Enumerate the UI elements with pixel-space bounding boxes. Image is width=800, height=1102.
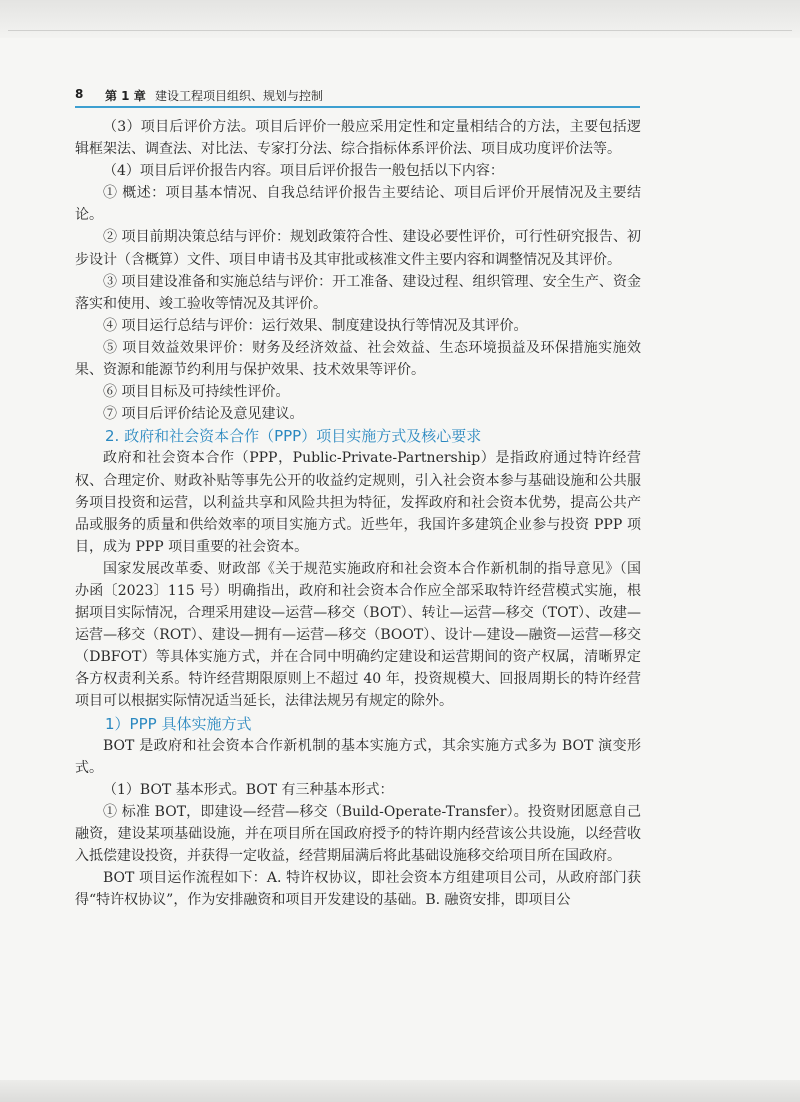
scan-edge-top: [0, 0, 800, 38]
list-item: ② 项目前期决策总结与评价：规划政策符合性、建设必要性评价，可行性研究报告、初步设计（含概算）文件、项目申请书及其审批或核准文件主要内容和调整情况及其评价。: [75, 229, 641, 268]
chapter-title: 建设工程项目组织、规划与控制: [155, 89, 324, 103]
list-item: ⑥ 项目目标及可持续性评价。: [103, 384, 290, 401]
list-item: ③ 项目建设准备和实施总结与评价：开工准备、建设过程、组织管理、安全生产、资金落实和使用、竣工验收等情况及其评价。: [75, 273, 641, 312]
header-rule: [75, 106, 640, 108]
paragraph: 国家发展改革委、财政部《关于规范实施政府和社会资本合作新机制的指导意见》（国办函〔2023〕115 号）明确指出，政府和社会资本合作应全部采取特许经营模式实施，根据项目实际情况，合理采用建设—运营—移交（BOT）、转让—运营—移交（TOT）、改建—运营—移交（ROT）、建设—拥有—运营—移交（BOOT）、设计—建设—融资—运营—移交（DBFOT）等具体实施方式，并在合同中明确约定建设和运营期间的资产权属，清晰界定各方权责利关系。特许经营期限原则上不超过 40 年，投资规模大、回报周期长的特许经营项目可以根据实际情况适当延长，法律法规另有规定的除外。: [75, 560, 641, 710]
paragraph: （3）项目后评价方法。项目后评价一般应采用定性和定量相结合的方法，主要包括逻辑框架法、调查法、对比法、专家打分法、综合指标体系评价法、项目成功度评价法等。: [75, 119, 641, 158]
list-item: ④ 项目运行总结与评价：运行效果、制度建设执行等情况及其评价。: [103, 317, 528, 334]
scan-edge-bottom: [0, 1080, 800, 1102]
page-body: [75, 116, 641, 911]
list-item: ① 概述：项目基本情况、自我总结评价报告主要结论、项目后评价开展情况及主要结论。: [75, 185, 641, 224]
list-item: ① 标准 BOT，即建设—经营—移交（Build-Operate-Transfer）。投资财团愿意自己融资，建设某项基础设施，并在项目所在国政府授予的特许期内经营该公共设施，以经营收入抵偿建设投资，并获得一定收益，经营期届满后将此基础设施移交给项目所在国政府。: [75, 803, 641, 865]
section-heading: 2. 政府和社会资本合作（PPP）项目实施方式及核心要求: [105, 427, 482, 446]
list-item: ⑤ 项目效益效果评价：财务及经济效益、社会效益、生态环境损益及环保措施实施效果、资源和能源节约利用与保护效果、技术效果等评价。: [75, 339, 641, 379]
running-header: [75, 87, 640, 107]
subsection-heading: 1）PPP 具体实施方式: [105, 714, 252, 733]
paragraph: 政府和社会资本合作（PPP，Public-Private-Partnership）是指政府通过特许经营权、合理定价、财政补贴等事先公开的收益约定规则，引入社会资本参与基础设施和公共服务项目投资和运营，以利益共享和风险共担为特征，发挥政府和社会资本优势，提高公共产品或服务的质量和供给效率的项目实施方式。近些年，我国许多建筑企业参与投资 PPP 项目，成为 PPP 项目重要的社会资本。: [75, 450, 641, 555]
page-number: 8: [75, 87, 84, 101]
paragraph: （1）BOT 基本形式。BOT 有三种基本形式：: [103, 781, 394, 798]
paragraph: （4）项目后评价报告内容。项目后评价报告一般包括以下内容：: [103, 163, 504, 180]
paragraph: BOT 项目运作流程如下：A. 特许权协议，即社会资本方组建项目公司，从政府部门获得“特许权协议”，作为安排融资和项目开发建设的基础。B. 融资安排，即项目公: [75, 870, 641, 909]
paragraph: BOT 是政府和社会资本合作新机制的基本实施方式，其余实施方式多为 BOT 演变形式。: [75, 737, 641, 776]
scan-edge-line: [8, 30, 792, 31]
list-item: ⑦ 项目后评价结论及意见建议。: [103, 406, 304, 423]
chapter-number: 第 1 章: [105, 89, 146, 103]
